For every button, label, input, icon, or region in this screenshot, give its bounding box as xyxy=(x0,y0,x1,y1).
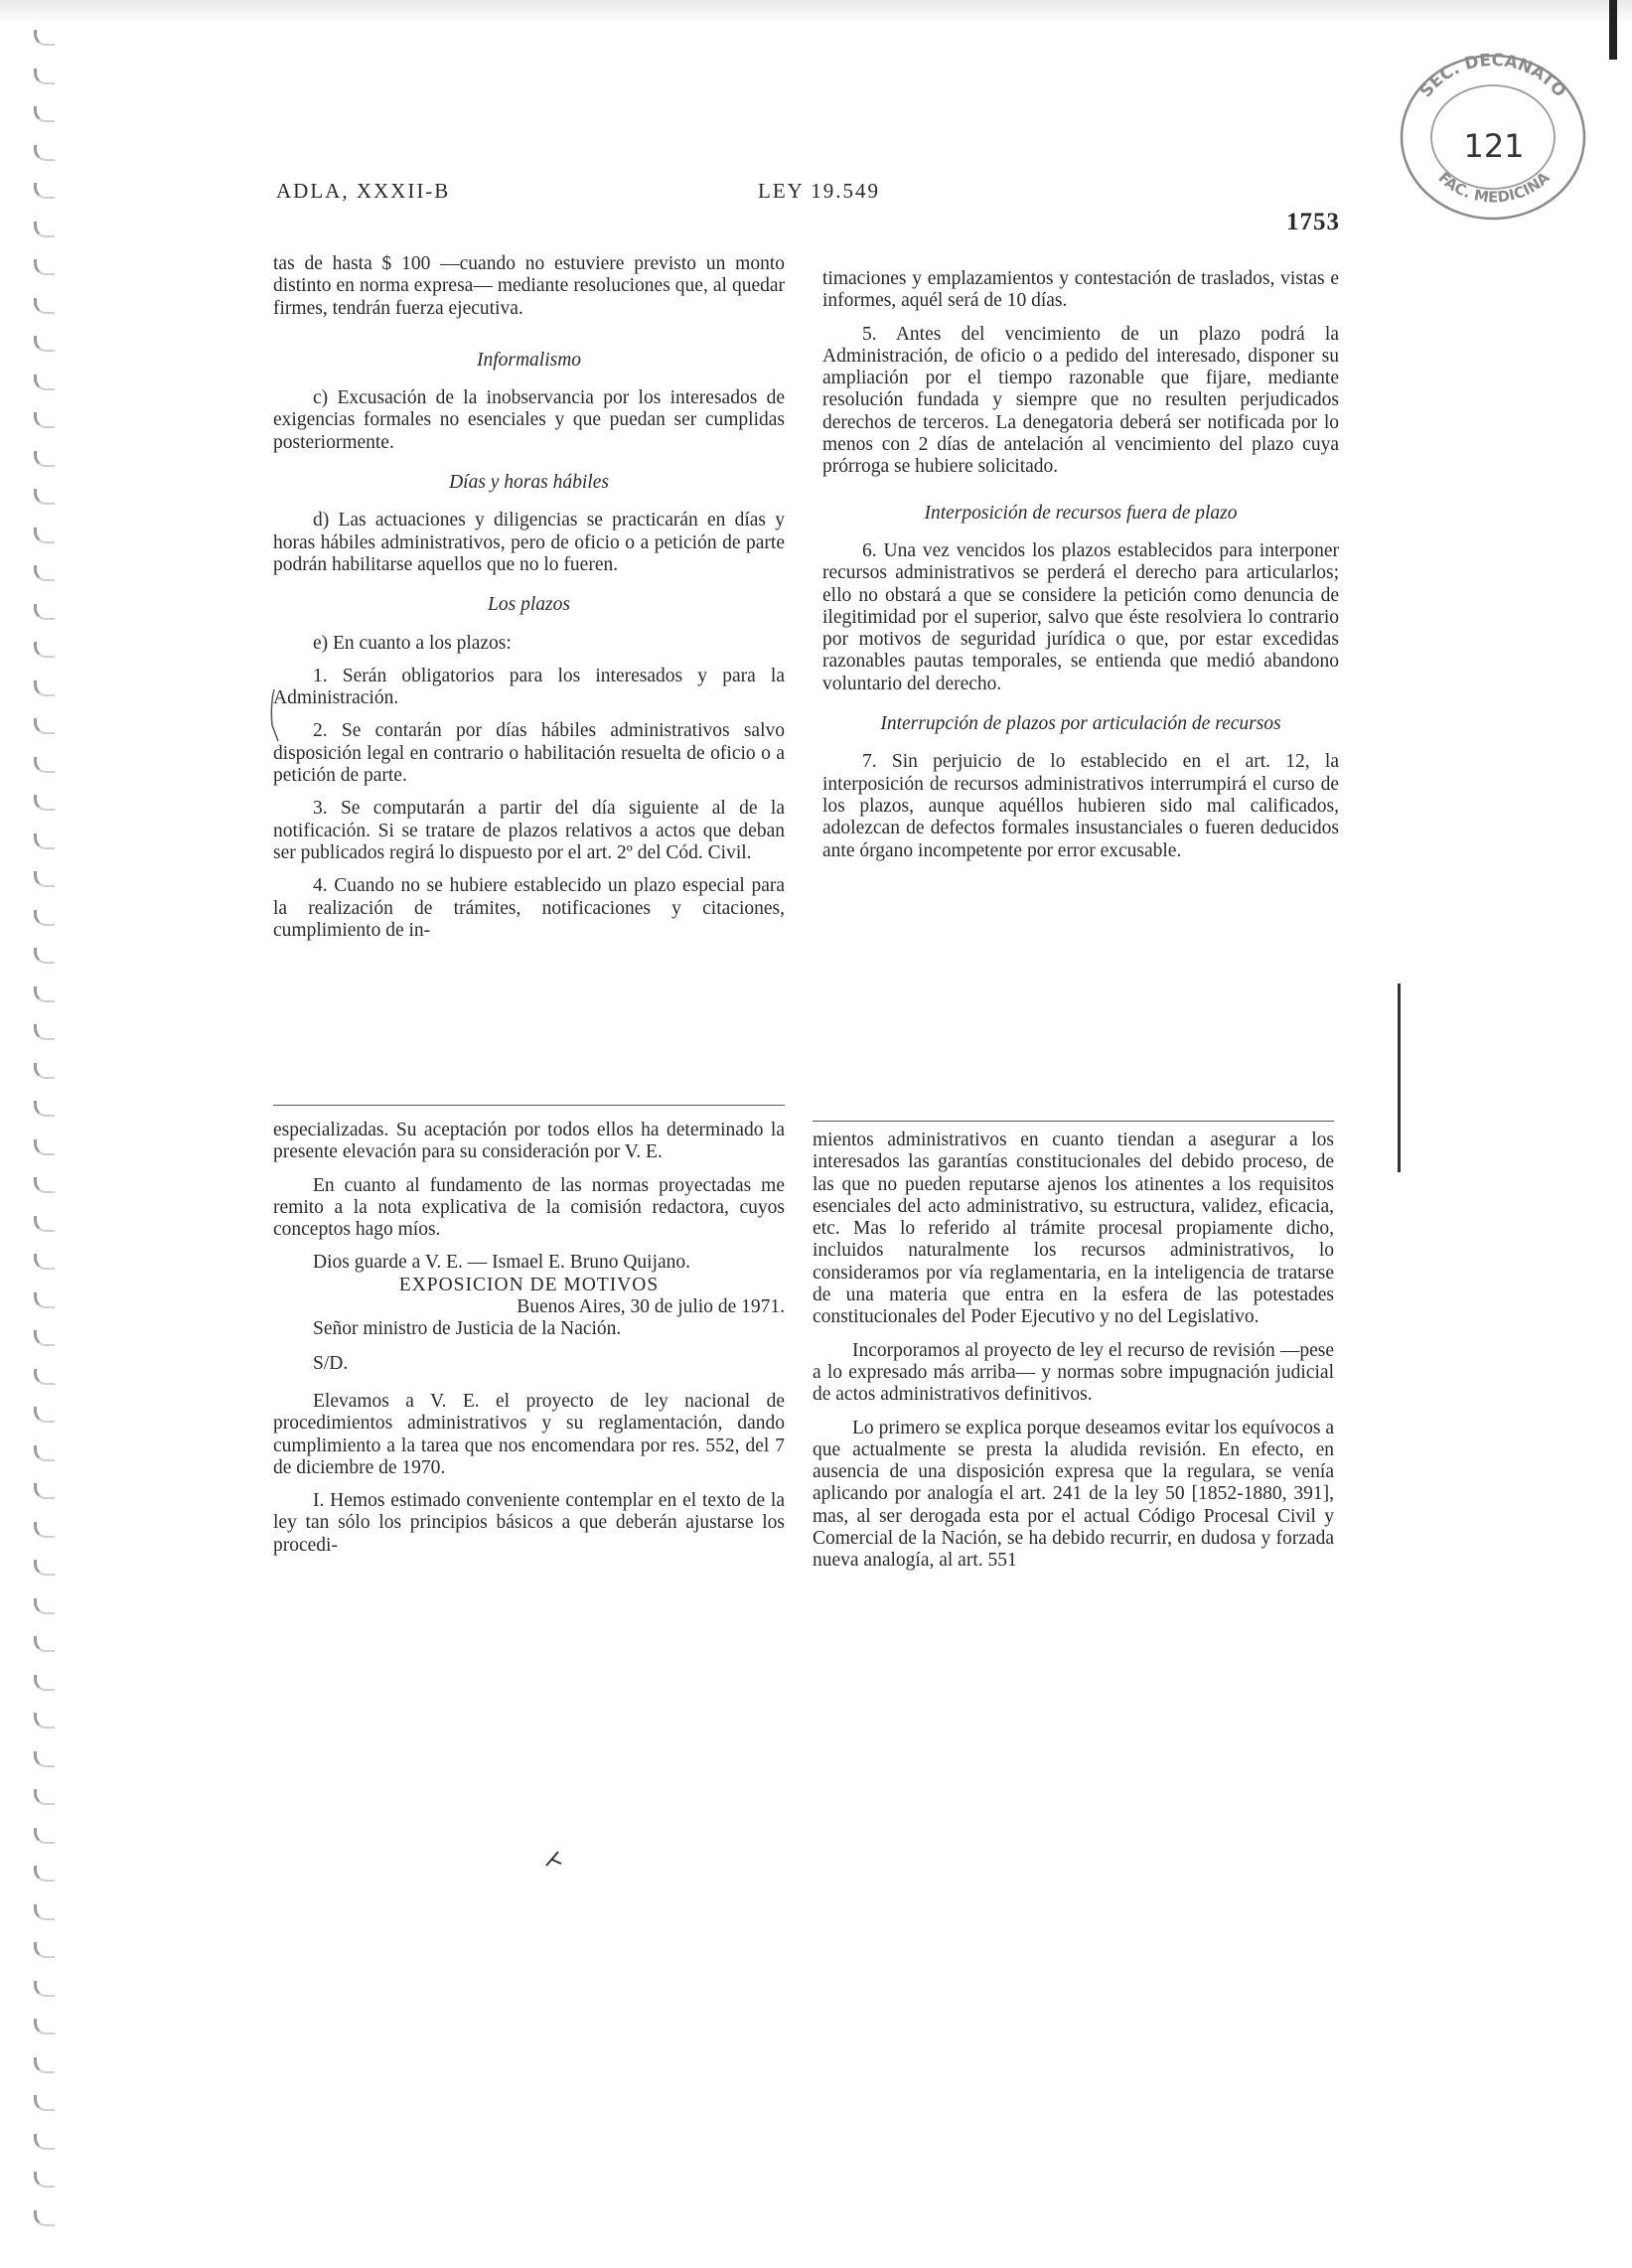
binding-hole xyxy=(34,1942,55,1958)
binding-hole xyxy=(34,298,55,314)
svg-text:121: 121 xyxy=(1463,127,1525,165)
column-top-right xyxy=(822,268,1339,862)
binding-hole xyxy=(34,375,55,390)
binding-hole xyxy=(34,1522,55,1538)
svg-text:SEC. DECANATO: SEC. DECANATO xyxy=(1415,50,1570,102)
binding-hole xyxy=(34,336,55,352)
binding-hole xyxy=(34,948,55,964)
binding-hole xyxy=(34,222,55,237)
paragraph: e) En cuanto a los plazos: xyxy=(313,632,512,654)
binding-hole xyxy=(34,1101,55,1117)
addressee: Señor ministro de Justicia de la Nación. xyxy=(313,1318,622,1340)
binding-hole xyxy=(34,833,55,849)
scan-top-edge xyxy=(0,0,1632,24)
binding-hole xyxy=(34,1139,55,1155)
binding-hole xyxy=(34,1828,55,1844)
binding-hole xyxy=(34,1024,55,1040)
binding-hole xyxy=(34,2210,55,2226)
paragraph: 5. Antes del vencimiento de un plazo podrá la Administración, de oficio o a pedido del interesado, disponer su ampliación por el tiempo razonable que fijare, mediante resolución fundada y siempre que no resulten perjudicados derechos de terceros. La denegatoria deberá ser notificada por lo menos con 2 días de antelación al vencimiento del plazo cuya prórroga se hubiere solicitado. xyxy=(822,323,1339,478)
binding-hole xyxy=(34,642,55,658)
binding-hole xyxy=(34,986,55,1002)
binding-hole xyxy=(34,1598,55,1614)
paragraph: I. Hemos estimado conveniente contemplar en el texto de la ley tan sólo los principios básicos a que deberán ajustarse los procedi- xyxy=(273,1490,785,1556)
binding-hole xyxy=(34,489,55,505)
binding-hole xyxy=(34,145,55,161)
binding-hole xyxy=(34,30,55,46)
binding-hole xyxy=(34,451,55,467)
section-heading-interrupcion: Interrupción de plazos por articulación de recursos xyxy=(880,713,1281,735)
binding-hole xyxy=(34,1063,55,1079)
binding-hole xyxy=(34,183,55,199)
paragraph: 3. Se computarán a partir del día siguiente al de la notificación. Si se tratare de plazos relativos a actos que deban ser publicados regirá lo dispuesto por el art. 2º del Cód. Civil. xyxy=(273,798,785,863)
paragraph: Lo primero se explica porque deseamos evitar los equívocos a que actualmente se presta la aludida revisión. En efecto, en ausencia de una disposición expresa que la regulara, se venía aplicando por analogía el art. 241 de la ley 50 [1852-1880, 391], mas, al ser derogada esta por el actual Código Procesal Civil y Comercial de la Nación, se ha debido recurrir, en dudosa y forzada nueva analogía, al art. 551 xyxy=(813,1417,1334,1572)
running-header-center: LEY 19.549 xyxy=(758,179,881,203)
binding-hole xyxy=(34,1560,55,1576)
binding-hole xyxy=(34,412,55,428)
binding-hole xyxy=(34,1330,55,1346)
scan-right-edge xyxy=(1609,0,1617,60)
binding-hole xyxy=(34,1254,55,1270)
binding-hole xyxy=(34,1751,55,1767)
binding-hole xyxy=(34,259,55,275)
pen-mark xyxy=(264,685,284,745)
paragraph: Incorporamos al proyecto de ley el recurso de revisión —pese a lo expresado más arriba— y normas sobre impugnación judicial de actos administrativos definitivos. xyxy=(813,1339,1334,1406)
column-bottom-right xyxy=(813,1130,1334,1573)
section-heading-informalismo: Informalismo xyxy=(476,349,582,371)
sd-line: S/D. xyxy=(313,1352,349,1374)
section-heading-interposicion: Interposición de recursos fuera de plazo xyxy=(924,502,1238,524)
binding-hole xyxy=(34,757,55,773)
binding-hole xyxy=(34,1292,55,1308)
binding-hole xyxy=(34,871,55,887)
binding-hole xyxy=(34,2095,55,2111)
date-line: Buenos Aires, 30 de julio de 1971. xyxy=(517,1296,785,1318)
binding-hole xyxy=(34,1177,55,1193)
binding-hole xyxy=(34,1789,55,1805)
binding-hole xyxy=(34,795,55,811)
binding-hole xyxy=(34,1981,55,1997)
binding-hole xyxy=(34,69,55,84)
paragraph: 6. Una vez vencidos los plazos establecidos para interponer recursos administrativos se perderá el derecho para articularlos; ello no obstará a que se considere la petición como denuncia de ilegitimidad por el superior, salvo que éste resolviera lo contrario por motivos de seguridad jurídica o que, por estar excedidas razonables pautas temporales, se entienda que medió abandono voluntario del derecho. xyxy=(822,539,1339,694)
section-divider-right xyxy=(813,1121,1334,1122)
seal-stamp xyxy=(1394,46,1592,221)
margin-line xyxy=(1398,983,1401,1172)
binding-hole xyxy=(34,1216,55,1232)
binding-hole xyxy=(34,680,55,696)
binding-hole xyxy=(34,2019,55,2035)
paragraph: 4. Cuando no se hubiere establecido un plazo especial para la realización de trámites, notificaciones y citaciones, cumplimiento de in- xyxy=(273,875,785,941)
binding-hole xyxy=(34,1445,55,1461)
paragraph: tas de hasta $ 100 —cuando no estuviere previsto un monto distinto en norma expresa— mediante resoluciones que, al quedar firmes, tendrán fuerza ejecutiva. xyxy=(273,253,785,319)
paragraph: 1. Serán obligatorios para los interesados y para la Administración. xyxy=(273,665,785,709)
binding-hole xyxy=(34,106,55,122)
binding-hole xyxy=(34,1483,55,1499)
binding-hole xyxy=(34,2172,55,2188)
section-heading-dias-horas: Días y horas hábiles xyxy=(449,472,609,494)
binding-hole xyxy=(34,1407,55,1423)
binding-hole xyxy=(34,2057,55,2073)
binding-hole xyxy=(34,1866,55,1882)
binding-hole xyxy=(34,1369,55,1385)
paragraph: 2. Se contarán por días hábiles administrativos salvo disposición legal en contrario o habilitación resuelta de oficio o a petición de parte. xyxy=(273,720,785,787)
binding-hole xyxy=(34,604,55,620)
section-divider-left xyxy=(273,1105,785,1106)
document-title: EXPOSICION DE MOTIVOS xyxy=(398,1274,660,1295)
binding-hole xyxy=(34,910,55,926)
binding-hole xyxy=(34,1675,55,1691)
binding-hole xyxy=(34,1904,55,1920)
binding-hole xyxy=(34,565,55,581)
binding-hole xyxy=(34,2134,55,2150)
paragraph: d) Las actuaciones y diligencias se practicarán en días y horas hábiles administrativos, pero de oficio o a petición de parte podrán habilitarse aquellos que no lo fueren. xyxy=(273,510,785,575)
binding-holes xyxy=(0,0,70,2268)
paragraph: c) Excusación de la inobservancia por los interesados de exigencias formales no esenciales y que puedan ser cumplidas posteriormente. xyxy=(273,387,785,453)
paragraph: mientos administrativos en cuanto tiendan a asegurar a los interesados las garantías constitucionales del debido proceso, de las que no pueden reputarse ajenos los atinentes a los requisitos esenciales del acto administrativo, su estructura, validez, eficacia, etc. Mas lo referido al trámite procesal propiamente dicho, incluidos naturalmente los recursos administrativos, lo consideramos por vía reglamentaria, en la inteligencia de tratarse de una materia que entra en la esfera de las potestades constitucionales del Poder Ejecutivo y no del Legislativo. xyxy=(813,1130,1334,1328)
binding-hole xyxy=(34,718,55,734)
paragraph: timaciones y emplazamientos y contestación de traslados, vistas e informes, aquél será de 10 días. xyxy=(822,268,1339,312)
running-header-left: ADLA, XXXII-B xyxy=(276,179,451,203)
binding-hole xyxy=(34,528,55,543)
paragraph: 7. Sin perjuicio de lo establecido en el art. 12, la interposición de recursos administrativos interrumpirá el curso de los plazos, aunque aquéllos hubieren sido mal calificados, adolezcan de defectos formales insustanciales o fueren deducidos ante órgano incompetente por error excusable. xyxy=(822,751,1339,861)
column-bottom-left xyxy=(273,1120,785,1557)
paragraph: Elevamos a V. E. el proyecto de ley nacional de procedimientos administrativos y su reglamentación, dando cumplimiento a la tarea que nos encomendara por res. 552, del 7 de diciembre de 1970. xyxy=(273,1390,785,1478)
binding-hole xyxy=(34,1636,55,1652)
signature-line: Dios guarde a V. E. — Ismael E. Bruno Quijano. xyxy=(313,1252,691,1274)
section-heading-plazos: Los plazos xyxy=(488,594,570,616)
paragraph: En cuanto al fundamento de las normas proyectadas me remito a la nota explicativa de la comisión redactora, cuyos conceptos hago míos. xyxy=(273,1174,785,1241)
column-top-left xyxy=(273,253,785,942)
paragraph: especializadas. Su aceptación por todos ellos ha determinado la presente elevación para su consideración por V. E. xyxy=(273,1120,785,1163)
page-number: 1753 xyxy=(1286,209,1340,235)
svg-text:FAC. MEDICINA: FAC. MEDICINA xyxy=(1434,168,1554,207)
pen-mark xyxy=(544,1846,564,1870)
binding-hole xyxy=(34,1713,55,1729)
